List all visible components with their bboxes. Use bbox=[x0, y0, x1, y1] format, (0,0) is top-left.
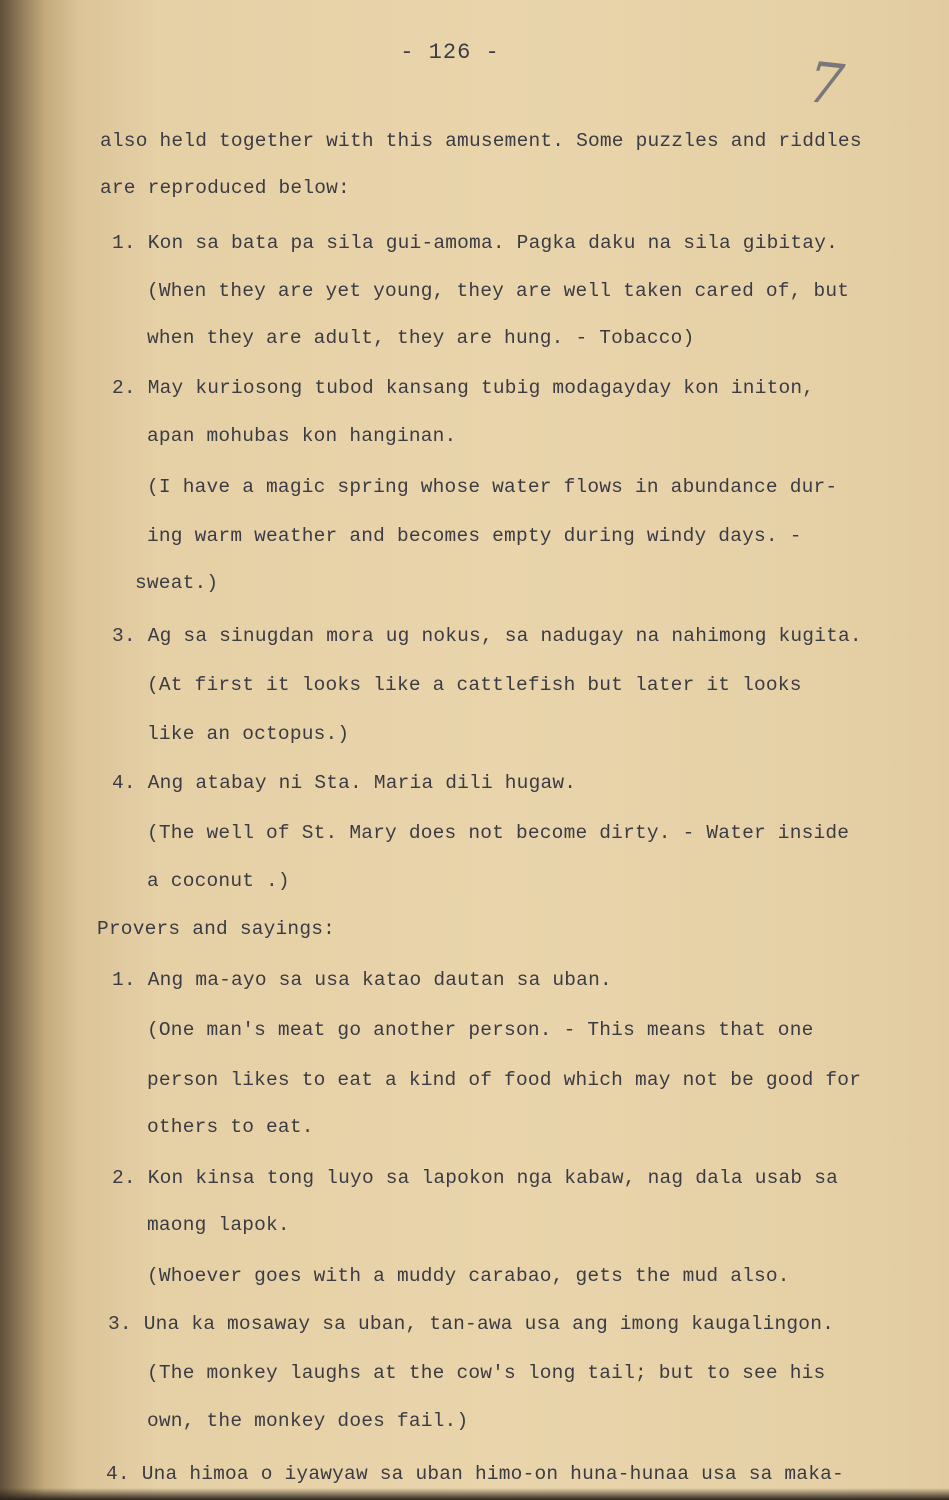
handwritten-page-mark: 7 bbox=[804, 50, 847, 119]
text-line: others to eat. bbox=[147, 1116, 314, 1138]
text-line: (I have a magic spring whose water flows in abundance dur- bbox=[147, 476, 838, 498]
page-number: - 126 - bbox=[400, 40, 500, 65]
text-line: (One man's meat go another person. - This means that one bbox=[147, 1019, 814, 1041]
text-line: maong lapok. bbox=[147, 1214, 290, 1236]
text-line: (When they are yet young, they are well taken cared of, but bbox=[147, 280, 850, 302]
text-line: person likes to eat a kind of food which may not be good for bbox=[147, 1069, 862, 1091]
text-line: own, the monkey does fail.) bbox=[147, 1410, 469, 1432]
text-line: 1. Ang ma-ayo sa usa katao dautan sa uban. bbox=[112, 969, 612, 991]
scan-bottom-edge bbox=[0, 1488, 949, 1500]
text-line: like an octopus.) bbox=[147, 723, 350, 745]
text-line: 2. Kon kinsa tong luyo sa lapokon nga kabaw, nag dala usab sa bbox=[112, 1167, 839, 1189]
text-line: (At first it looks like a cattlefish but later it looks bbox=[147, 674, 802, 696]
text-line: 4. Ang atabay ni Sta. Maria dili hugaw. bbox=[112, 772, 577, 794]
text-line: 3. Ag sa sinugdan mora ug nokus, sa nadugay na nahimong kugita. bbox=[112, 625, 862, 647]
text-line: are reproduced below: bbox=[100, 177, 350, 199]
text-line: apan mohubas kon hanginan. bbox=[147, 425, 457, 447]
text-line: when they are adult, they are hung. - Tobacco) bbox=[147, 327, 695, 349]
text-line: 4. Una himoa o iyawyaw sa uban himo-on huna-hunaa usa sa maka- bbox=[106, 1463, 844, 1485]
text-line: (The monkey laughs at the cow's long tail; but to see his bbox=[147, 1362, 826, 1384]
text-line: also held together with this amusement. Some puzzles and riddles bbox=[100, 130, 862, 152]
text-line: sweat.) bbox=[135, 572, 219, 594]
text-line: 2. May kuriosong tubod kansang tubig modagayday kon initon, bbox=[112, 377, 815, 399]
text-line: a coconut .) bbox=[147, 870, 290, 892]
text-line: (The well of St. Mary does not become dirty. - Water inside bbox=[147, 822, 850, 844]
text-line: 3. Una ka mosaway sa uban, tan-awa usa ang imong kaugalingon. bbox=[108, 1313, 835, 1335]
text-line: ing warm weather and becomes empty during windy days. - bbox=[147, 525, 802, 547]
text-line: (Whoever goes with a muddy carabao, gets the mud also. bbox=[147, 1265, 790, 1287]
text-line: 1. Kon sa bata pa sila gui-amoma. Pagka daku na sila gibitay. bbox=[112, 232, 839, 254]
text-line: Provers and sayings: bbox=[97, 918, 336, 940]
